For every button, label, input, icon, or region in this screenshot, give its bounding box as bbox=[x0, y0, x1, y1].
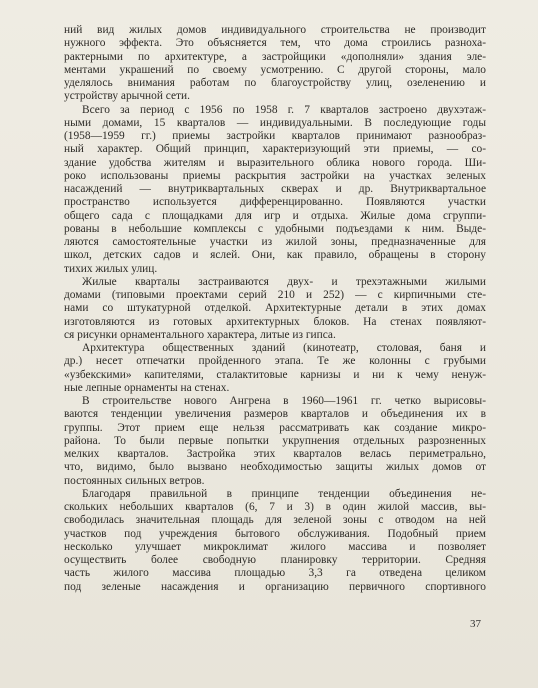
text-line: (1958—1959 гг.) приемы застройки кварталов принимают разнообраз- bbox=[64, 130, 486, 142]
text-line: насаждений — внутриквартальных скверах и др. Внутриквартальное bbox=[64, 183, 486, 195]
text-line: В строительстве нового Ангрена в 1960—1961 гг. четко вырисовы- bbox=[82, 395, 486, 407]
text-line: роко использованы приемы раскрытия застройки на участках зеленых bbox=[64, 169, 486, 182]
text-line: скольких небольших кварталов (6, 7 и 3) в один жилой массив, вы- bbox=[64, 501, 486, 513]
text-line: уделялось внимания работам по благоустройству улиц, озеленению и bbox=[64, 77, 486, 89]
text-line: нами со штукатурной отделкой. Архитектурные детали в этих домах bbox=[64, 302, 486, 315]
text-line: ные лепные орнаменты на стенах. bbox=[64, 381, 230, 394]
text-line: группы. Этот прием еще нельзя рассматривать как создание микро- bbox=[64, 421, 486, 434]
text-line: нужного эффекта. Это объясняется тем, что дома строились разноха- bbox=[64, 37, 486, 50]
text-line: пространство используется дифференцированно. Появляются участки bbox=[64, 196, 486, 209]
text-line: постоянных сильных ветров. bbox=[64, 474, 205, 487]
text-line: школ, детских садов и яслей. Они, как правило, обращены в сторону bbox=[64, 249, 486, 262]
text-line: изготовляются из готовых архитектурных блоков. На стенах появляют- bbox=[64, 315, 486, 328]
text-line: рактерными по архитектуре, а застройщики «дополняли» здания эле- bbox=[64, 50, 486, 63]
text-line: др.) несет отпечатки пройденного этапа. Те же колонны с грубыми bbox=[64, 355, 486, 368]
body-text bbox=[64, 24, 486, 594]
text-line: «узбекскими» капителями, сталактитовые карнизы и ни к чему ненуж- bbox=[64, 368, 486, 381]
text-line: свободилась значительная площадь для зеленой зоны с отводом на ней bbox=[64, 514, 486, 527]
text-line: Всего за период с 1956 по 1958 г. 7 кварталов застроено двухэтаж- bbox=[82, 103, 486, 116]
text-line: Архитектура общественных зданий (кинотеатр, столовая, баня и bbox=[82, 342, 486, 354]
text-line: ваются тенденции увеличения размеров кварталов и объединения их в bbox=[64, 408, 486, 421]
text-line: участков под учреждения бытового обслуживания. Подобный прием bbox=[64, 527, 486, 540]
text-line: ний вид жилых домов индивидуального строительства не производит bbox=[64, 24, 486, 36]
text-line: ментами украшений по своему усмотрению. С другой стороны, мало bbox=[64, 63, 486, 76]
text-line: ляются самостоятельные участки из жилой зоны, предназначенные для bbox=[64, 236, 486, 248]
text-line: часть жилого массива площадью 3,3 га отведена целиком bbox=[64, 567, 486, 580]
text-line: ся рисунки орнаментального характера, литые из гипса. bbox=[64, 328, 336, 341]
text-line: Благодаря правильной в принципе тенденции объединения не- bbox=[82, 487, 486, 500]
text-line: осуществить более свободную планировку территории. Средняя bbox=[64, 554, 486, 566]
text-line: здание удобства жителям и выразительного облика нового города. Ши- bbox=[64, 156, 486, 169]
text-line: несколько улучшает микроклимат жилого массива и позволяет bbox=[64, 540, 486, 553]
text-line: тихих жилых улиц. bbox=[64, 262, 158, 275]
text-line: под зеленые насаждения и организацию первичного спортивного bbox=[64, 580, 486, 593]
text-line: домами (типовыми проектами серий 210 и 252) — с кирпичными сте- bbox=[64, 289, 486, 301]
text-line: мелких кварталов. Застройка этих кварталов велась периметрально, bbox=[64, 448, 486, 460]
text-line: Жилые кварталы застраиваются двух- и трехэтажными жилыми bbox=[82, 275, 486, 288]
text-line: общего сада с площадками для игр и отдыха. Жилые дома сгруппи- bbox=[64, 209, 486, 222]
text-line: ный характер. Общий принцип, характеризующий эти приемы, — со- bbox=[64, 143, 486, 156]
text-line: устройству арычной сети. bbox=[64, 90, 190, 103]
text-line: района. То были первые попытки укрупнения отдельных разрозненных bbox=[64, 434, 486, 447]
page-number: 37 bbox=[470, 618, 481, 630]
text-line: ными домами, 15 кварталов — индивидуальными. В последующие годы bbox=[64, 116, 486, 129]
text-line: что, видимо, было вызвано необходимостью защиты жилых домов от bbox=[64, 461, 486, 474]
text-line: рованы в небольшие комплексы с удобными подъездами к ним. Выде- bbox=[64, 222, 486, 235]
